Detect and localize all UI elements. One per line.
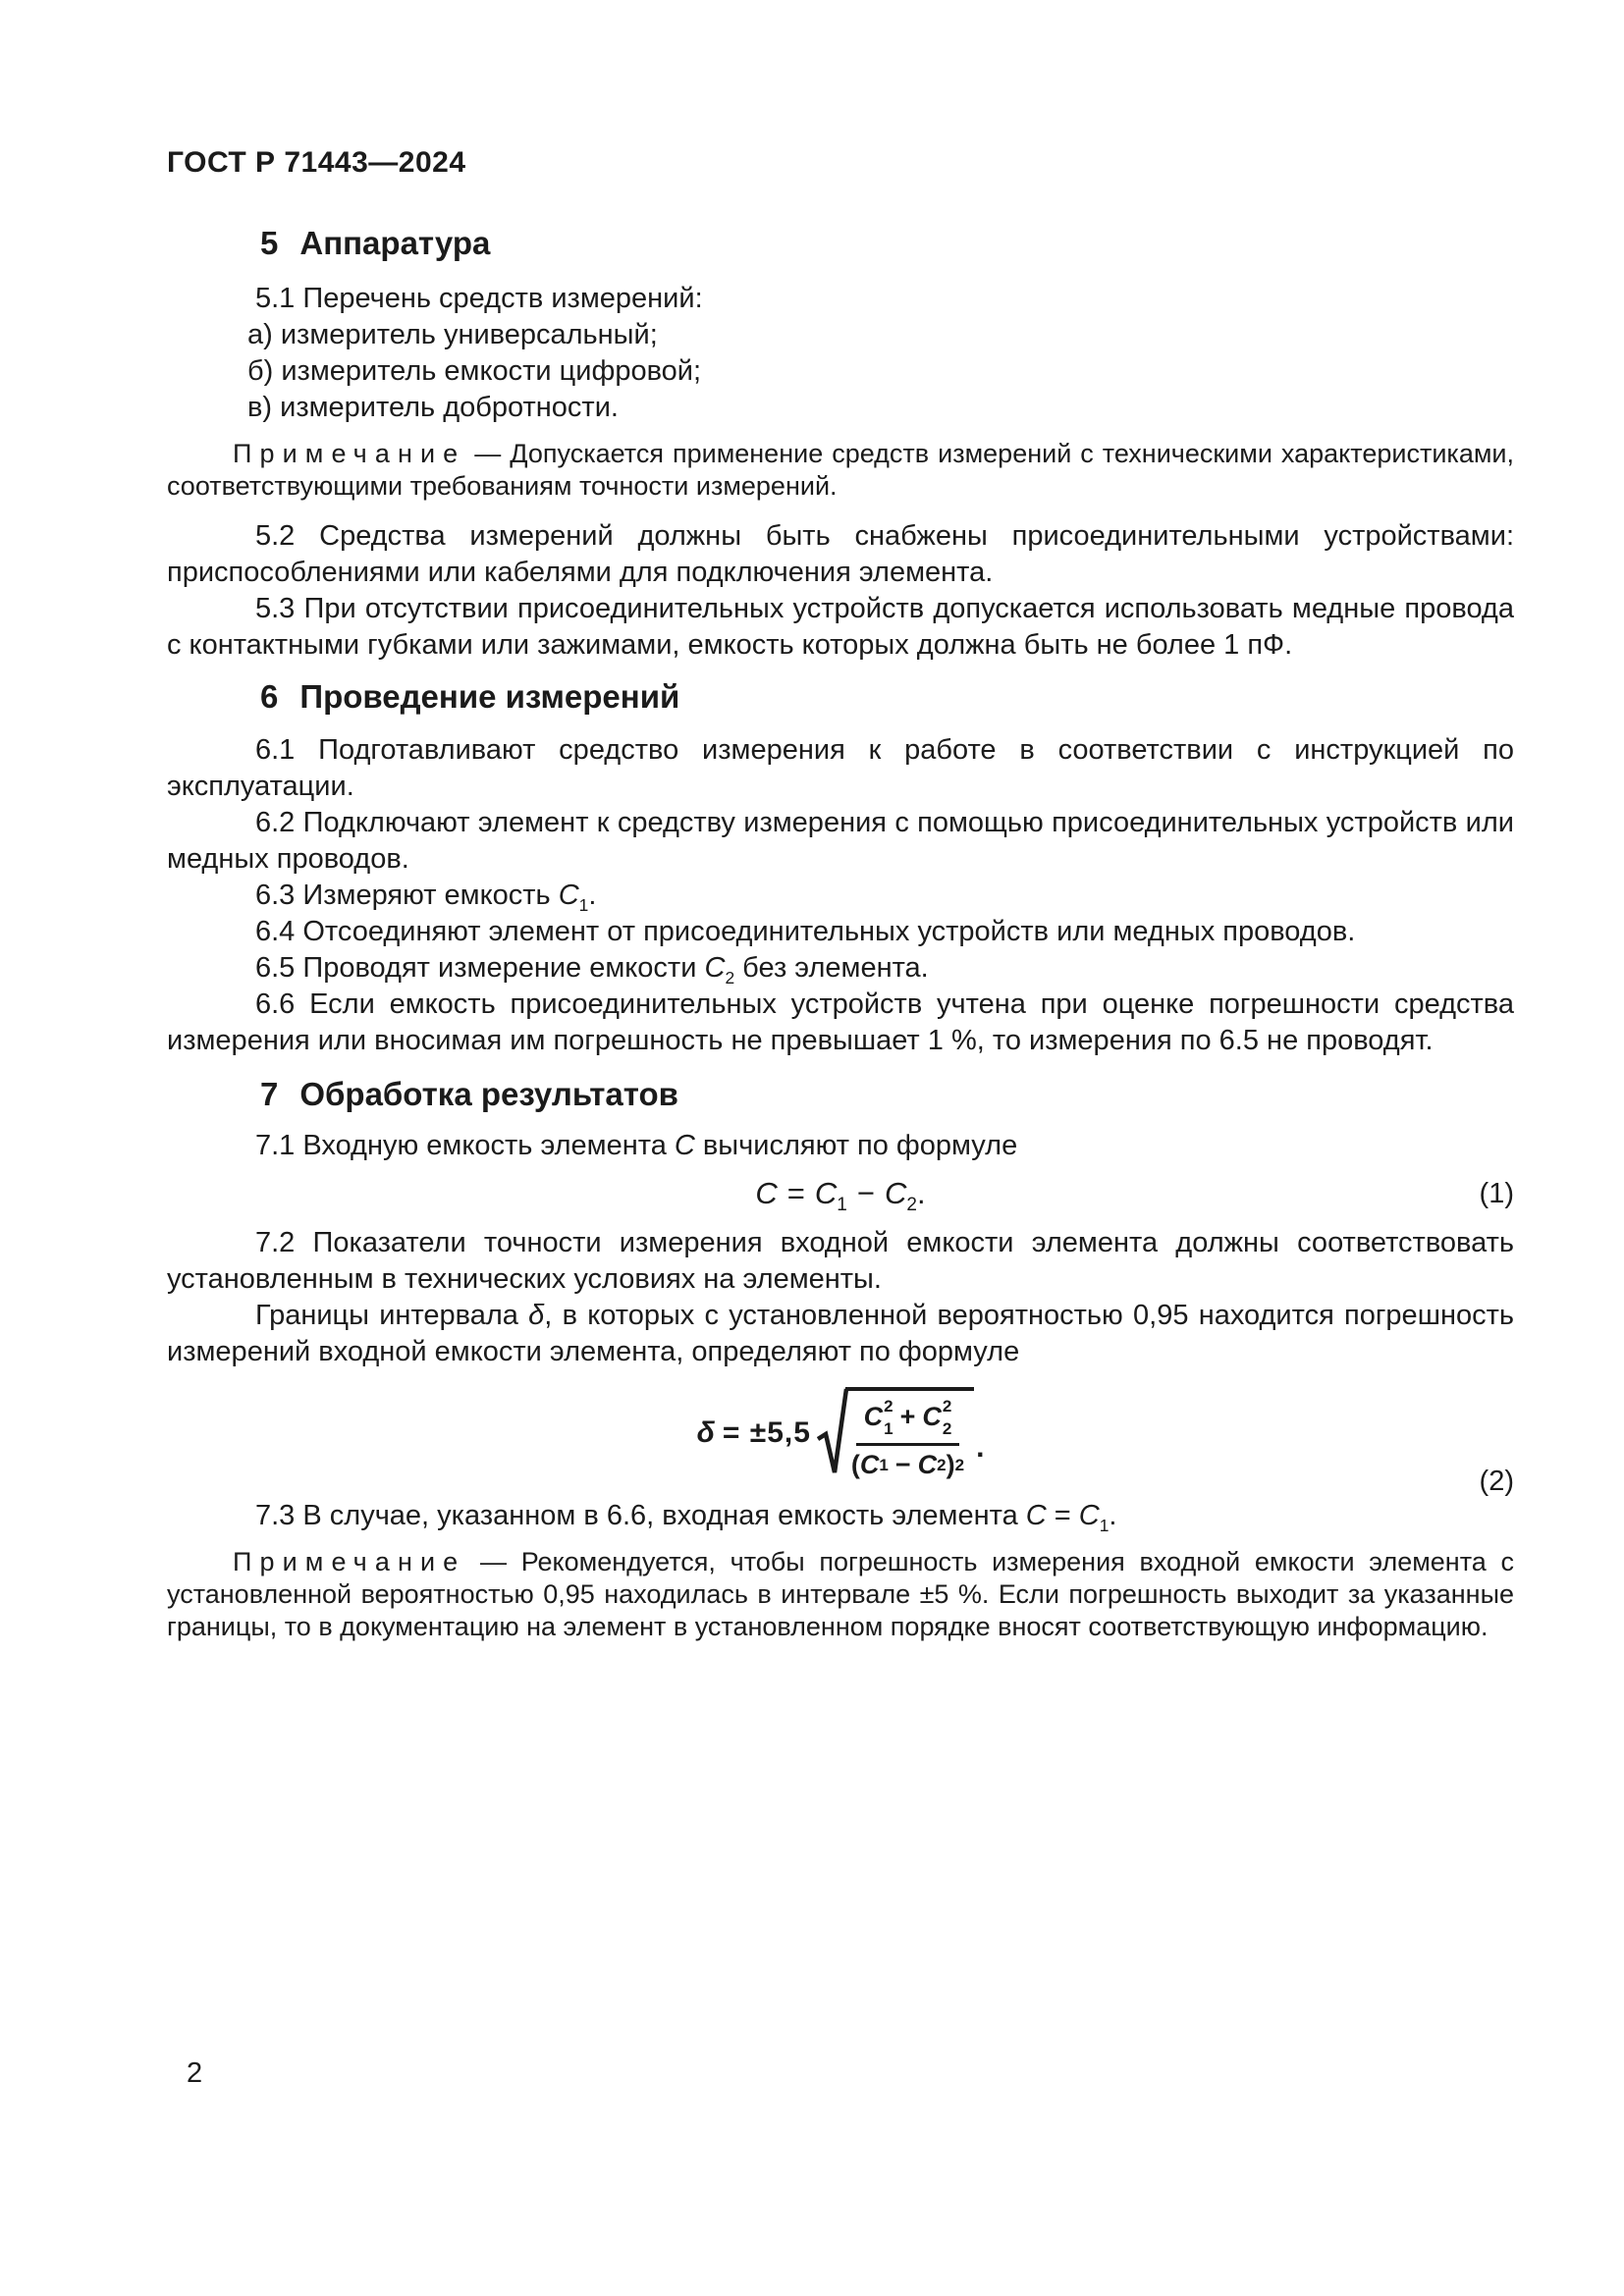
variable-c: C <box>1025 1500 1047 1531</box>
variable-c2: C <box>704 952 726 984</box>
section-5-heading <box>260 224 1514 263</box>
note-text: — Рекомендуется, чтобы погрешность измерения входной емкости элемента с установленной вероятностью 0,95 находилась в интервале ±5 %. Если погрешность выходит за указанные границы, то в документацию на элемент в установленном порядке вносят соответствующую информацию. <box>167 1547 1514 1641</box>
paragraph-6-4: 6.4 Отсоединяют элемент от присоединительных устройств или медных проводов. <box>255 916 1356 947</box>
paragraph-6-1: 6.1 Подготавливают средство измерения к работе в соответствии с инструкцией по эксплуатации. <box>167 734 1514 802</box>
minus-sign: − <box>894 1450 911 1479</box>
open-paren: ( <box>850 1450 860 1479</box>
subscript-2: 2 <box>725 967 735 988</box>
note-section-7 <box>167 1546 1514 1643</box>
paragraph-6-3-period: . <box>588 880 597 911</box>
subscript-1: 1 <box>884 1419 893 1438</box>
subscript-1: 1 <box>578 894 589 915</box>
variable-c1: C <box>863 1401 884 1431</box>
paragraph-6-5-tail: без элемента. <box>734 952 929 984</box>
period: . <box>976 1431 985 1464</box>
variable-c2: C <box>884 1176 907 1210</box>
superscript-2: 2 <box>884 1397 893 1415</box>
paragraph-7-1-text: 7.1 Входную емкость элемента <box>255 1130 675 1161</box>
page-number: 2 <box>187 2057 203 2089</box>
subscript-1: 1 <box>1099 1515 1110 1535</box>
list-item-a: а) измеритель универсальный; <box>247 319 658 350</box>
sup-sub-stack <box>943 1398 951 1437</box>
formula-2 <box>167 1384 1514 1497</box>
variable-c1: C <box>859 1450 880 1479</box>
paragraph-7-3-text: 7.3 В случае, указанном в 6.6, входная емкость элемента <box>255 1500 1026 1531</box>
paragraph-6-5 <box>167 950 1514 987</box>
radical-sign-icon <box>817 1386 848 1480</box>
standard-code: ГОСТ Р 71443—2024 <box>167 146 466 179</box>
delta-symbol: δ <box>696 1416 715 1449</box>
variable-c2: C <box>917 1450 938 1479</box>
subscript-2: 2 <box>942 1419 952 1438</box>
page-content <box>167 145 1514 1643</box>
paragraph-7-2b-tail: , в которых с установленной вероятностью 0,95 находится погрешность измерений входной емкости элемента, определяют по формуле <box>167 1300 1514 1367</box>
paragraph-7-2b-text: Границы интервала <box>255 1300 529 1331</box>
variable-c1: C <box>1078 1500 1100 1531</box>
note-label: Примечание <box>233 1547 466 1576</box>
formula-1-expression <box>755 1176 926 1216</box>
section-6-heading <box>260 677 1514 717</box>
paragraph-5-2: 5.2 Средства измерений должны быть снабжены присоединительными устройствами: приспособлениями или кабелями для подключения элемента. <box>167 520 1514 588</box>
period: . <box>1109 1500 1117 1531</box>
section-7-number: 7 <box>260 1076 279 1112</box>
superscript-2: 2 <box>942 1397 952 1415</box>
section-7-title: Обработка результатов <box>299 1076 678 1112</box>
equals-sign: = <box>1046 1500 1079 1531</box>
subscript-2: 2 <box>906 1195 917 1216</box>
fraction-denominator: ( C 1 − C 2 ) 2 <box>850 1450 965 1479</box>
variable-c: C <box>674 1130 695 1161</box>
delta-symbol: δ <box>528 1300 545 1331</box>
note-section-5 <box>167 438 1514 503</box>
section-6-number: 6 <box>260 678 279 715</box>
minus-sign: − <box>856 1176 875 1210</box>
section-6-title: Проведение измерений <box>299 678 680 715</box>
plus-sign: + <box>899 1401 916 1431</box>
paragraph-7-2: 7.2 Показатели точности измерения входной емкости элемента должны соответствовать установленным в технических условиях на элементы. <box>167 1227 1514 1295</box>
paragraph-5-1: 5.1 Перечень средств измерений: <box>255 283 703 314</box>
radicand <box>845 1387 974 1478</box>
section-7-heading <box>260 1075 1514 1114</box>
sup-sub-stack <box>884 1398 893 1437</box>
paragraph-7-1 <box>167 1128 1514 1164</box>
square-root <box>817 1386 974 1480</box>
variable-c2: C <box>922 1401 942 1431</box>
paragraph-6-2: 6.2 Подключают элемент к средству измерения с помощью присоединительных устройств или медных проводов. <box>167 807 1514 875</box>
close-paren: ) <box>946 1450 955 1479</box>
formula-2-expression <box>697 1386 985 1480</box>
note-label: Примечание <box>233 439 466 468</box>
paragraph-7-2b <box>167 1298 1514 1370</box>
paragraph-7-3 <box>167 1498 1514 1534</box>
list-item-v: в) измеритель добротности. <box>247 392 619 423</box>
note-text: — Допускается применение средств измерений с техническими характеристиками, соответствующими требованиям точности измерений. <box>167 439 1514 501</box>
subscript-1: 1 <box>837 1195 847 1216</box>
paragraph-6-5-text: 6.5 Проводят измерение емкости <box>255 952 705 984</box>
equals-plus-minus-coefficient: = ±5,5 <box>722 1416 811 1449</box>
paragraph-6-3 <box>167 878 1514 914</box>
paragraph-6-3-text: 6.3 Измеряют емкость <box>255 880 559 911</box>
paragraph-6-6: 6.6 Если емкость присоединительных устройств учтена при оценке погрешности средства измерения или вносимая им погрешность не превышает 1 %, то измерения по 6.5 не проводят. <box>167 988 1514 1056</box>
section-5-number: 5 <box>260 225 279 261</box>
equation-number-2: (2) <box>1479 1466 1514 1497</box>
variable-c1: C <box>814 1176 838 1210</box>
paragraph-7-1-tail: вычисляют по формуле <box>694 1130 1018 1161</box>
fraction-numerator <box>856 1395 960 1446</box>
variable-c1: C <box>558 880 579 911</box>
period: . <box>916 1176 926 1210</box>
variable-c: C <box>755 1176 778 1210</box>
paragraph-5-3: 5.3 При отсутствии присоединительных устройств допускается использовать медные провода с контактными губками или зажимами, емкость которых должна быть не более 1 пФ. <box>167 593 1514 661</box>
section-5-title: Аппаратура <box>299 225 491 261</box>
equation-number-1: (1) <box>1479 1178 1514 1209</box>
list-item-b: б) измеритель емкости цифровой; <box>247 355 702 387</box>
formula-1 <box>167 1172 1514 1215</box>
fraction <box>851 1395 964 1478</box>
equals-sign: = <box>786 1176 805 1210</box>
